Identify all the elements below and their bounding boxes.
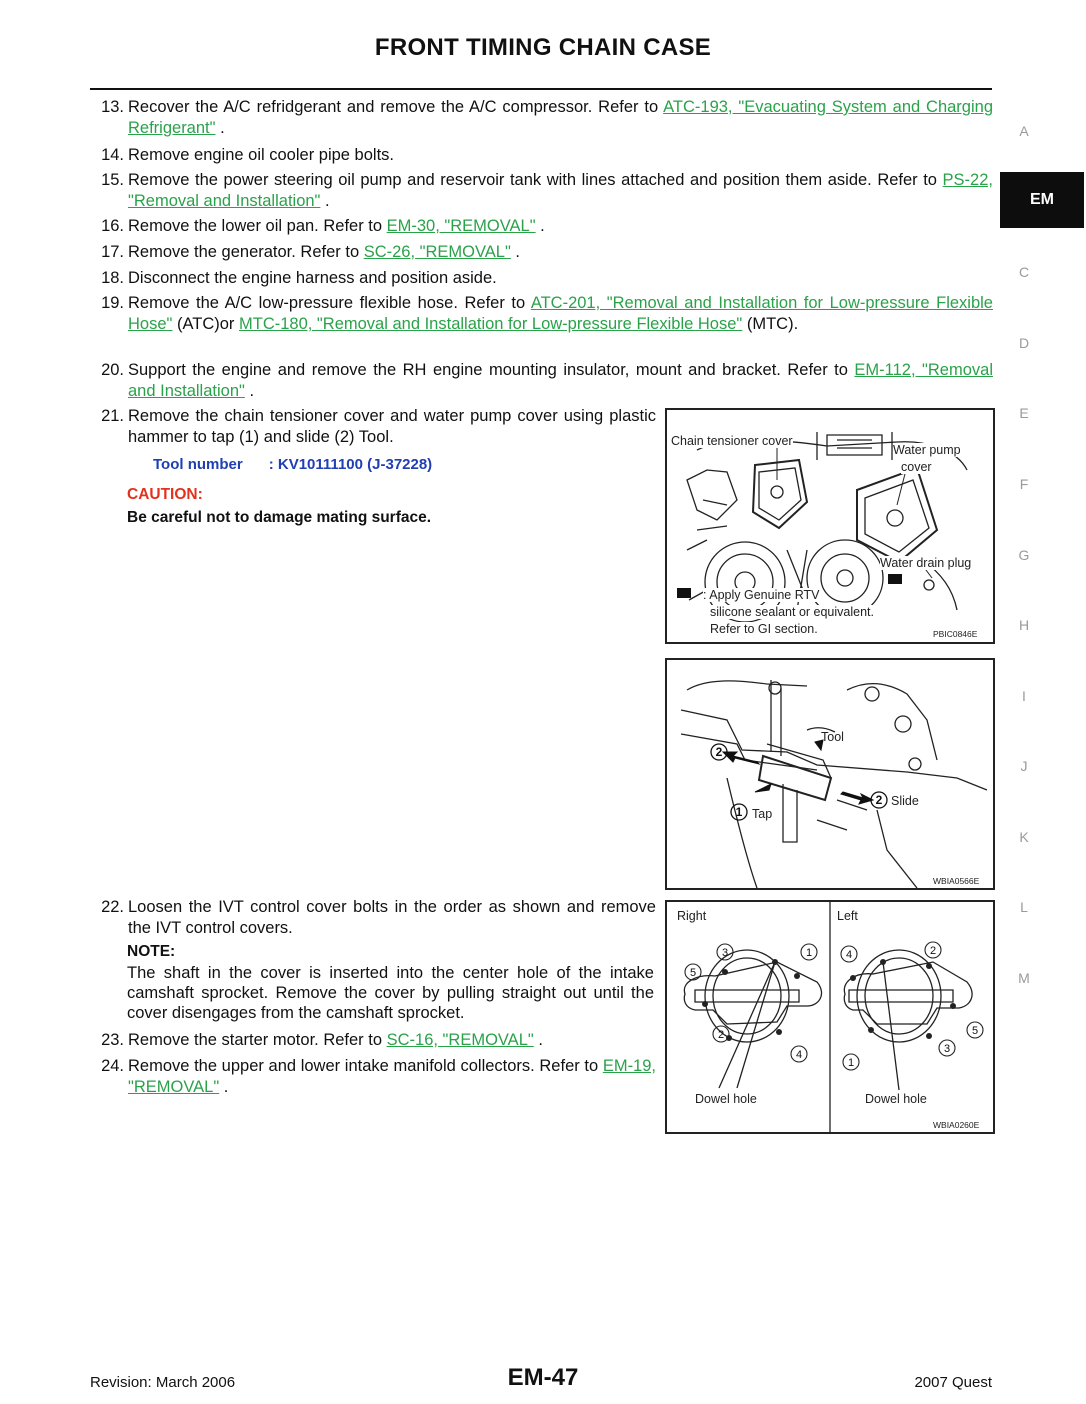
- step-number: 16.: [101, 217, 124, 235]
- side-index-l[interactable]: L: [1020, 899, 1028, 915]
- step-text: [128, 170, 993, 212]
- rtv-symbol-icon: [677, 588, 691, 598]
- title-rule: [90, 88, 992, 90]
- link-mtc-180[interactable]: MTC-180, "Removal and Installation for Low-pressure Flexible Hose": [239, 315, 743, 333]
- label-water-pump: Water pump: [893, 443, 961, 457]
- step-number: 21.: [101, 407, 124, 425]
- svg-text:5: 5: [971, 1025, 979, 1037]
- label-tap: Tap: [752, 807, 773, 821]
- figure-ivt-cover-bolts: [665, 900, 995, 1134]
- side-index-em-active[interactable]: EM: [1000, 172, 1084, 228]
- label-rtv-line-3: Refer to GI section.: [710, 622, 818, 636]
- figure-code: WBIA0260E: [933, 1120, 980, 1130]
- svg-text:4: 4: [845, 949, 853, 961]
- label-chain-tensioner-cover: Chain tensioner cover: [671, 434, 793, 448]
- step-text: [128, 1030, 656, 1051]
- step-text: [128, 360, 993, 402]
- svg-text:5: 5: [689, 967, 697, 979]
- side-index-a[interactable]: A: [1019, 123, 1029, 139]
- step-13-end: .: [215, 119, 225, 137]
- side-index-f[interactable]: F: [1019, 476, 1029, 492]
- step-22-text: Loosen the IVT control cover bolts in the order as shown and remove the IVT control covers.: [128, 898, 656, 937]
- figure-code: PBIC0846E: [933, 629, 978, 639]
- svg-text:3: 3: [943, 1043, 951, 1055]
- side-index-h[interactable]: H: [1018, 617, 1030, 633]
- side-index-k[interactable]: K: [1019, 829, 1029, 845]
- step-19-end: (MTC).: [742, 315, 799, 333]
- step-14-text: Remove engine oil cooler pipe bolts.: [128, 146, 394, 164]
- label-dowel-hole-right: Dowel hole: [695, 1092, 757, 1106]
- step-number: 22.: [101, 898, 124, 916]
- callout-num: 1: [735, 805, 743, 819]
- page-title: FRONT TIMING CHAIN CASE: [374, 34, 712, 61]
- link-atc-201[interactable]: ATC-201, "Removal and Installation for Low-pressure Flexible Hose": [128, 294, 993, 333]
- tool-drawing: [667, 660, 993, 888]
- svg-text:4: 4: [795, 1049, 803, 1061]
- label-left: Left: [837, 909, 858, 923]
- step-17-text: Remove the generator. Refer to: [128, 243, 364, 261]
- label-rtv-line-1: : Apply Genuine RTV: [703, 588, 820, 602]
- side-index-m[interactable]: M: [1018, 970, 1030, 986]
- step-number: 24.: [101, 1057, 124, 1075]
- footer-page-number: EM-47: [507, 1364, 579, 1391]
- figure-code: WBIA0566E: [933, 876, 980, 886]
- step-15-end: .: [320, 192, 330, 210]
- figure-chain-tensioner-cover: [665, 408, 995, 644]
- step-13-text: Recover the A/C refridgerant and remove the A/C compressor. Refer to: [128, 98, 664, 116]
- note-heading: NOTE:: [127, 943, 176, 960]
- link-em-19[interactable]: EM-19, "REMOVAL": [128, 1057, 656, 1096]
- step-20-end: .: [244, 382, 255, 400]
- step-23-text: Remove the starter motor. Refer to: [128, 1031, 387, 1049]
- step-text: [128, 293, 993, 335]
- step-16-text: Remove the lower oil pan. Refer to: [128, 217, 387, 235]
- tool-number-value: : KV10111100 (J-37228): [268, 456, 433, 473]
- link-atc-193[interactable]: ATC-193, "Evacuating System and Charging Refrigerant": [128, 98, 994, 137]
- step-text: [128, 97, 993, 139]
- step-21-text: Remove the chain tensioner cover and water pump cover using plastic hammer to tap (1) and slide (2) Tool.: [128, 407, 656, 446]
- step-number: 14.: [101, 146, 124, 164]
- side-index-c[interactable]: C: [1018, 264, 1030, 280]
- link-em-112[interactable]: EM-112, "Removal and Installation": [128, 361, 993, 400]
- caution-text: Be careful not to damage mating surface.: [127, 509, 432, 526]
- step-number: 19.: [101, 294, 124, 312]
- label-dowel-hole-left: Dowel hole: [865, 1092, 927, 1106]
- label-cover: cover: [901, 460, 932, 474]
- svg-text:1: 1: [805, 947, 813, 959]
- step-17-end: .: [510, 243, 521, 261]
- step-23-end: .: [533, 1031, 543, 1049]
- svg-text:2: 2: [929, 945, 937, 957]
- tool-number-label: Tool number: [153, 456, 243, 473]
- callout-num: 2: [875, 793, 883, 807]
- side-index-j[interactable]: J: [1020, 758, 1028, 774]
- label-water-drain-plug: Water drain plug: [880, 556, 972, 570]
- side-index-d[interactable]: D: [1018, 335, 1030, 351]
- svg-text:1: 1: [847, 1057, 855, 1069]
- svg-text:2: 2: [717, 1029, 725, 1041]
- label-right: Right: [677, 909, 707, 923]
- step-16-end: .: [535, 217, 545, 235]
- step-text: [128, 1056, 656, 1098]
- step-15-text: Remove the power steering oil pump and reservoir tank with lines attached and position them aside. Refer to: [128, 171, 943, 189]
- step-20-text: Support the engine and remove the RH engine mounting insulator, mount and bracket. Refer to: [128, 361, 855, 379]
- step-19-mid: (ATC)or: [172, 315, 239, 333]
- step-number: 18.: [101, 269, 124, 287]
- link-sc-16[interactable]: SC-16, "REMOVAL": [386, 1031, 534, 1049]
- label-rtv-line-2: silicone sealant or equivalent.: [710, 605, 874, 619]
- step-text: [128, 242, 993, 263]
- link-em-30[interactable]: EM-30, "REMOVAL": [386, 217, 536, 235]
- step-number: 17.: [101, 243, 124, 261]
- step-24-end: .: [219, 1078, 229, 1096]
- step-24-text: Remove the upper and lower intake manifold collectors. Refer to: [128, 1057, 603, 1075]
- link-sc-26[interactable]: SC-26, "REMOVAL": [363, 243, 511, 261]
- footer-model: 2007 Quest: [914, 1374, 992, 1391]
- link-ps-22[interactable]: PS-22, "Removal and Installation": [128, 171, 993, 210]
- svg-text:3: 3: [721, 947, 729, 959]
- side-index-g[interactable]: G: [1018, 547, 1030, 563]
- tool-number-line: [153, 456, 432, 473]
- step-number: 23.: [101, 1031, 124, 1049]
- figure-tool-tap-slide: [665, 658, 995, 890]
- step-18-text: Disconnect the engine harness and position aside.: [128, 269, 497, 287]
- label-tool: Tool: [821, 730, 844, 744]
- callout-num: 2: [715, 745, 723, 759]
- step-number: 20.: [101, 361, 124, 379]
- step-number: 13.: [101, 98, 124, 116]
- step-text: [128, 216, 993, 237]
- side-index-e[interactable]: E: [1019, 405, 1029, 421]
- label-slide: Slide: [891, 794, 919, 808]
- side-index-i[interactable]: I: [1022, 688, 1026, 704]
- step-19-text: Remove the A/C low-pressure flexible hose. Refer to: [128, 294, 531, 312]
- note-text: The shaft in the cover is inserted into the center hole of the intake camshaft sprocket. Remove the cover by pulling straight out until the cover disengages from the camshaft sprocket.: [127, 964, 654, 1022]
- footer-revision: Revision: March 2006: [90, 1374, 236, 1391]
- caution-heading: CAUTION:: [127, 486, 203, 503]
- step-number: 15.: [101, 171, 124, 189]
